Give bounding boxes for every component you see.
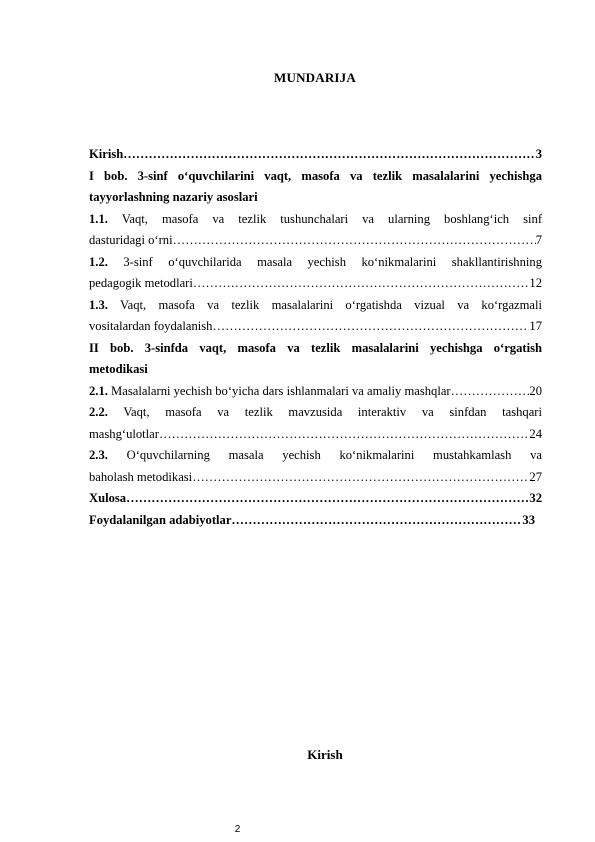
toc-entry-conclusion[interactable] — [89, 488, 542, 510]
dot-leader — [193, 273, 530, 295]
section-title-line1: 3-sinf o‘quvchilarida masala yechish ko‘nikmalarini shakllantirishning — [123, 254, 542, 269]
dot-leader — [126, 488, 529, 510]
dot-leader — [192, 467, 529, 489]
dot-leader — [212, 316, 529, 338]
section-number: 2.2. — [89, 405, 108, 419]
toc-page-number: 33 — [522, 512, 535, 527]
toc-page-number: 32 — [529, 491, 542, 505]
section-number: 1.2. — [89, 254, 108, 269]
dot-leader — [173, 230, 536, 252]
section-number: 2.3. — [89, 448, 108, 462]
toc-entry-intro[interactable] — [89, 144, 542, 166]
toc-page-number: 12 — [529, 276, 542, 290]
toc-entry-2-2[interactable] — [89, 402, 542, 424]
section-title-line2: pedagogik metodlari — [89, 276, 193, 290]
dot-leader — [231, 510, 522, 532]
toc-entry-label: Foydalanilgan adabiyotlar — [89, 512, 232, 527]
chapter-1-title-line2[interactable]: tayyorlashning nazariy asoslari — [89, 190, 258, 204]
toc-entry-2-3-continued[interactable] — [89, 467, 542, 489]
section-title-line1: Vaqt, masofa va tezlik mavzusida interaktiv va sinfdan tashqari — [123, 405, 542, 419]
toc-page-number: 3 — [535, 147, 542, 161]
dot-leader — [451, 381, 530, 403]
section-heading-kirish: Kirish — [307, 747, 343, 762]
toc-entry-1-2-continued[interactable] — [89, 273, 542, 295]
section-title-line1: Vaqt, masofa va tezlik tushunchalari va ularning boshlang‘ich sinf — [121, 211, 543, 226]
toc-entry-2-1[interactable] — [89, 381, 542, 403]
section-title-line1: Vaqt, masofa va tezlik masalalarini o‘rgatishda vizual va ko‘rgazmali — [119, 297, 543, 312]
page-title: MUNDARIJA — [274, 70, 356, 85]
toc-entry-1-3[interactable] — [89, 295, 542, 317]
page-number: 2 — [234, 824, 241, 835]
toc-entry-1-2[interactable] — [89, 252, 542, 274]
chapter-2-title-line1[interactable]: II bob. 3-sinfda vaqt, masofa va tezlik masalalarini yechishga o‘rgatish — [89, 340, 542, 355]
section-number: 1.3. — [89, 297, 108, 312]
section-title-line2: baholash metodikasi — [89, 469, 193, 484]
toc-page-number: 24 — [529, 426, 542, 441]
toc-entry-1-3-continued[interactable] — [89, 316, 542, 338]
toc-entry-1-1[interactable] — [89, 209, 542, 231]
toc-page-number: 17 — [529, 319, 542, 333]
dot-leader — [123, 144, 535, 166]
chapter-1-title-line1[interactable]: I bob. 3-sinf o‘quvchilarini vaqt, masofa va tezlik masalalarini yechishga — [89, 168, 542, 183]
toc-page-number: 20 — [529, 383, 542, 398]
table-of-contents — [89, 144, 542, 531]
chapter-2-title-line2[interactable]: metodikasi — [89, 362, 148, 376]
toc-entry-label: Xulosa — [89, 491, 127, 505]
toc-page-number: 27 — [529, 469, 542, 484]
section-title-line1: Masalalarni yechish bo‘yicha dars ishlanmalari va amaliy mashqlar — [111, 383, 451, 398]
section-title-line1: O‘quvchilarning masala yechish ko‘nikmalarini mustahkamlash va — [126, 448, 542, 462]
toc-entry-1-1-continued[interactable] — [89, 230, 542, 252]
toc-page-number: 7 — [535, 233, 542, 247]
toc-entry-label: Kirish — [89, 147, 124, 161]
toc-entry-2-3[interactable] — [89, 445, 542, 467]
section-title-line2: dasturidagi o‘rni — [89, 233, 173, 247]
section-number: 1.1. — [89, 211, 108, 226]
toc-entry-2-2-continued[interactable] — [89, 424, 542, 446]
toc-entry-references[interactable] — [89, 510, 535, 532]
dot-leader — [159, 424, 529, 446]
section-number: 2.1. — [89, 383, 108, 398]
section-title-line2: mashg‘ulotlar — [89, 426, 159, 441]
section-title-line2: vositalardan foydalanish — [89, 319, 213, 333]
